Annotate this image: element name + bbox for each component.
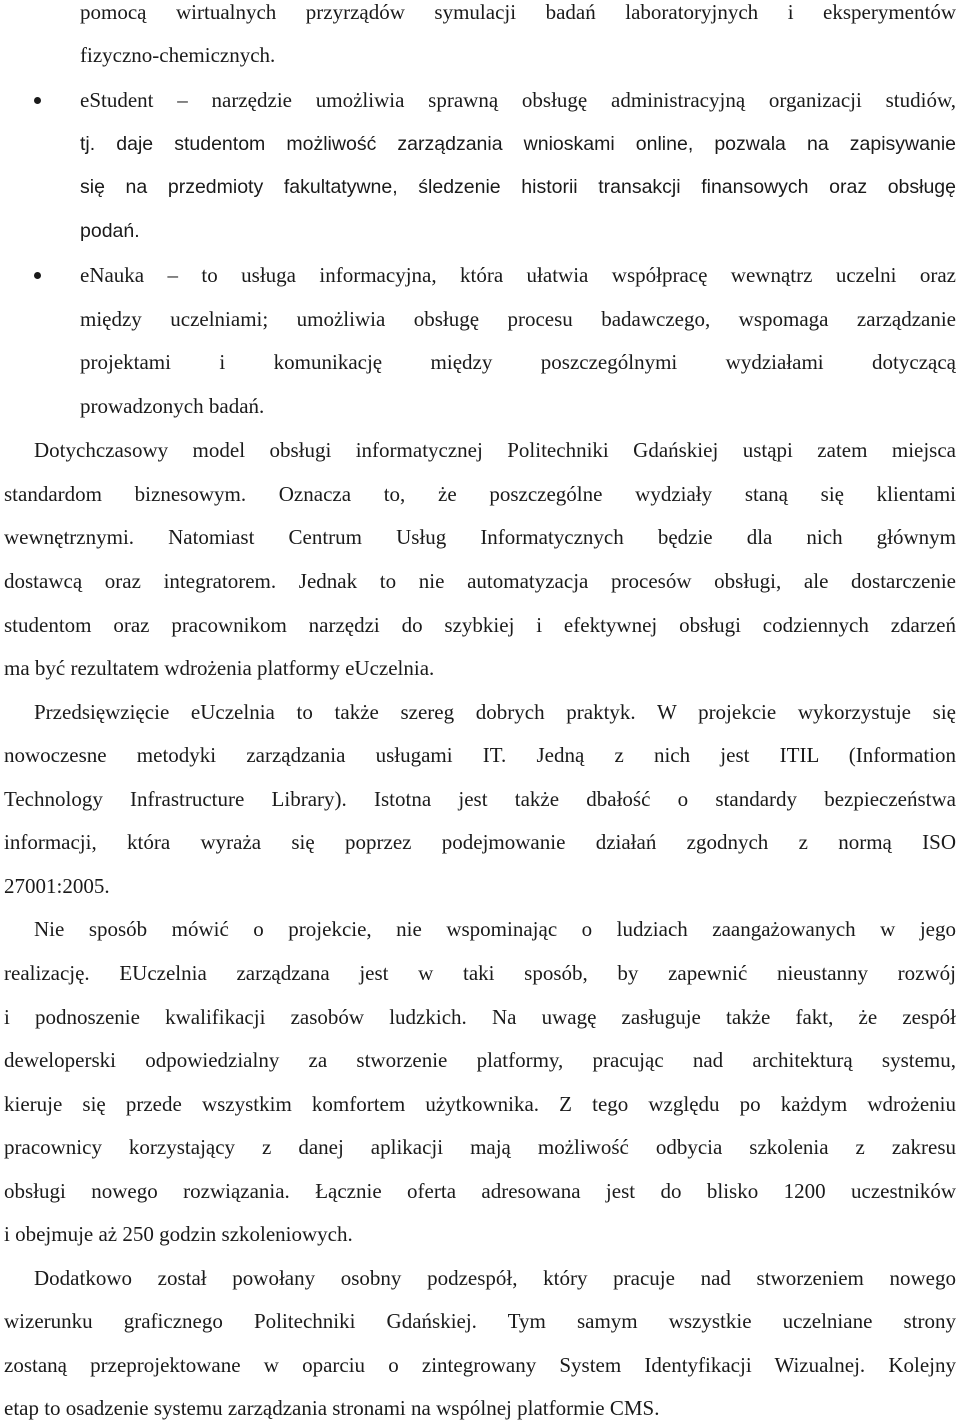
text-line: 27001:2005. xyxy=(4,874,110,898)
text-line: pracownicy korzystający z danej aplikacji mają możliwość odbycia szkolenia z zakresu xyxy=(4,1135,956,1159)
text-line: prowadzonych badań. xyxy=(80,394,265,418)
text-line: obsługi nowego rozwiązania. Łącznie oferta adresowana jest do blisko 1200 uczestników xyxy=(4,1179,956,1203)
bullet-icon xyxy=(34,272,41,279)
text-line: Technology Infrastructure Library). Istotna jest także dbałość o standardy bezpieczeństwa xyxy=(4,787,956,811)
text-line: tj. daje studentom możliwość zarządzania wnioskami online, pozwala na zapisywanie xyxy=(80,133,956,155)
text-line: fizyczno-chemicznych. xyxy=(80,43,276,67)
text-line: i obejmuje aż 250 godzin szkoleniowych. xyxy=(4,1222,353,1246)
text-line: projektami i komunikację między poszczególnymi wydziałami dotyczącą xyxy=(80,350,956,374)
text-line: dostawcą oraz integratorem. Jednak to nie automatyzacja procesów obsługi, ale dostarczenie xyxy=(4,569,956,593)
text-line: studentom oraz pracownikom narzędzi do szybkiej i efektywnej obsługi codziennych zdarzeń xyxy=(4,613,956,637)
text-line: deweloperski odpowiedzialny za stworzenie platformy, pracując nad architekturą systemu, xyxy=(4,1048,956,1072)
text-line: i podnoszenie kwalifikacji zasobów ludzkich. Na uwagę zasługuje także fakt, że zespół xyxy=(4,1005,956,1029)
text-line: wewnętrznymi. Natomiast Centrum Usług Informatycznych będzie dla nich głównym xyxy=(4,525,956,549)
bullet-icon xyxy=(34,97,41,104)
text-line: Przedsięwzięcie eUczelnia to także szereg dobrych praktyk. W projekcie wykorzystuje się xyxy=(34,700,956,724)
text-line: realizację. EUczelnia zarządzana jest w taki sposób, by zapewnić nieustanny rozwój xyxy=(4,961,956,985)
text-line: pomocą wirtualnych przyrządów symulacji badań laboratoryjnych i eksperymentów xyxy=(80,0,956,24)
text-line: eNauka – to usługa informacyjna, która ułatwia współpracę wewnątrz uczelni oraz xyxy=(80,263,956,287)
text-line: wizerunku graficznego Politechniki Gdańskiej. Tym samym wszystkie uczelniane strony xyxy=(4,1309,956,1333)
text-line: standardom biznesowym. Oznacza to, że poszczególne wydziały staną się klientami xyxy=(4,482,956,506)
text-line: Dotychczasowy model obsługi informatycznej Politechniki Gdańskiej ustąpi zatem miejsca xyxy=(34,438,956,462)
text-line: Nie sposób mówić o projekcie, nie wspominając o ludziach zaangażowanych w jego xyxy=(34,917,956,941)
text-line: podań. xyxy=(80,220,140,242)
text-line: kieruje się przede wszystkim komfortem użytkownika. Z tego względu po każdym wdrożeniu xyxy=(4,1092,956,1116)
text-line: się na przedmioty fakultatywne, śledzenie historii transakcji finansowych oraz obsługę xyxy=(80,176,956,198)
text-line: między uczelniami; umożliwia obsługę procesu badawczego, wspomaga zarządzanie xyxy=(80,307,956,331)
text-line: eStudent – narzędzie umożliwia sprawną obsługę administracyjną organizacji studiów, xyxy=(80,88,956,112)
text-line: Dodatkowo został powołany osobny podzespół, który pracuje nad stworzeniem nowego xyxy=(34,1266,956,1290)
text-line: informacji, która wyraża się poprzez podejmowanie działań zgodnych z normą ISO xyxy=(4,830,956,854)
text-line: etap to osadzenie systemu zarządzania stronami na wspólnej platformie CMS. xyxy=(4,1396,660,1420)
text-line: nowoczesne metodyki zarządzania usługami IT. Jedną z nich jest ITIL (Information xyxy=(4,743,956,767)
text-line: zostaną przeprojektowane w oparciu o zintegrowany System Identyfikacji Wizualnej. Kolejny xyxy=(4,1353,956,1377)
text-line: ma być rezultatem wdrożenia platformy eUczelnia. xyxy=(4,656,435,680)
